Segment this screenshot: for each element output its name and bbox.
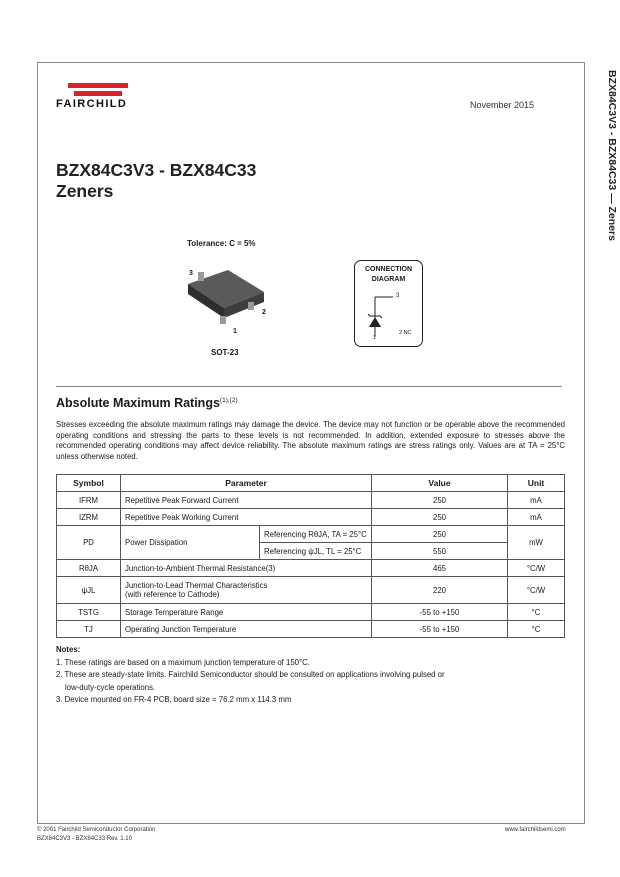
table-row: ψJL Junction-to-Lead Thermal Characteristics (with reference to Cathode) 220 °C/W bbox=[57, 577, 565, 604]
note-item: low-duty-cycle operations. bbox=[65, 682, 156, 692]
notes-section bbox=[56, 644, 565, 707]
tolerance-label: Tolerance: C = 5% bbox=[187, 239, 256, 248]
table-row: TJ Operating Junction Temperature -55 to +150 °C bbox=[57, 621, 565, 638]
footer-url: www.fairchildsemi.com bbox=[505, 827, 566, 833]
title-line-1: BZX84C3V3 - BZX84C33 bbox=[56, 160, 257, 180]
document-date: November 2015 bbox=[470, 100, 535, 110]
table-row: TSTG Storage Temperature Range -55 to +150 °C bbox=[57, 604, 565, 621]
connection-diagram bbox=[354, 260, 423, 347]
pin-2-label: 2 bbox=[262, 309, 266, 316]
connection-title-line-1: CONNECTION bbox=[364, 266, 413, 273]
col-symbol: Symbol bbox=[57, 475, 121, 492]
table-header-row bbox=[57, 475, 565, 492]
section-divider bbox=[56, 386, 562, 387]
table-row: RθJA Junction-to-Ambient Thermal Resistance(3) 465 °C/W bbox=[57, 560, 565, 577]
ratings-table bbox=[56, 474, 565, 638]
connection-title-line-2: DIAGRAM bbox=[371, 276, 406, 283]
fairchild-logo: FAIRCHILD bbox=[56, 83, 156, 123]
package-label: SOT-23 bbox=[211, 348, 239, 357]
document-title bbox=[56, 160, 256, 202]
section-heading: Absolute Maximum Ratings$^{(1),(2)}$ bbox=[56, 396, 238, 410]
conn-pin-3: 3 bbox=[396, 293, 400, 299]
col-parameter: Parameter bbox=[121, 475, 372, 492]
conn-pin-1: 1 bbox=[373, 335, 377, 341]
table-row: IZRM Repetitive Peak Working Current 250 mA bbox=[57, 509, 565, 526]
table-row: Referencing ψJL, TL = 25°C 550 bbox=[57, 543, 565, 560]
table-row: PD Power Dissipation Referencing RθJA, TA = 25°C 250 mW bbox=[57, 526, 565, 543]
conn-pin-2: 2 NC bbox=[399, 330, 412, 336]
footer-left bbox=[37, 826, 155, 844]
side-title: BZX84C3V3 - BZX84C33 — Zeners bbox=[606, 70, 618, 241]
ratings-intro: Stresses exceeding the absolute maximum ratings may damage the device. The device may not function or be operable above the recommended operating conditions and stressing the parts to these levels is not recommended. In addition, extended exposure to stresses above the recommended operating conditions may affect device reliability. The absolute maximum ratings are stress ratings only. Values are at TA = 25°C unless otherwise noted. bbox=[56, 420, 565, 461]
note-item: 3. Device mounted on FR-4 PCB, board size = 76.2 mm x 114.3 mm bbox=[56, 695, 292, 704]
col-unit: Unit bbox=[508, 475, 565, 492]
pin-1-label: 1 bbox=[233, 328, 237, 335]
table-row: IFRM Repetitive Peak Forward Current 250 mA bbox=[57, 492, 565, 509]
notes-heading: Notes: bbox=[56, 645, 81, 654]
col-value: Value bbox=[372, 475, 508, 492]
note-item: 1. These ratings are based on a maximum junction temperature of 150°C. bbox=[56, 657, 310, 667]
pin-3-label: 3 bbox=[189, 270, 193, 277]
revision: BZX84C3V3 - BZX84C33 Rev. 1.10 bbox=[37, 836, 132, 842]
note-item: 2. These are steady-state limits. Fairchild Semiconductor should be consulted on applications involving pulsed or bbox=[56, 670, 445, 679]
copyright: © 2001 Fairchild Semiconductor Corporation bbox=[37, 827, 156, 833]
title-line-2: Zeners bbox=[56, 181, 114, 201]
